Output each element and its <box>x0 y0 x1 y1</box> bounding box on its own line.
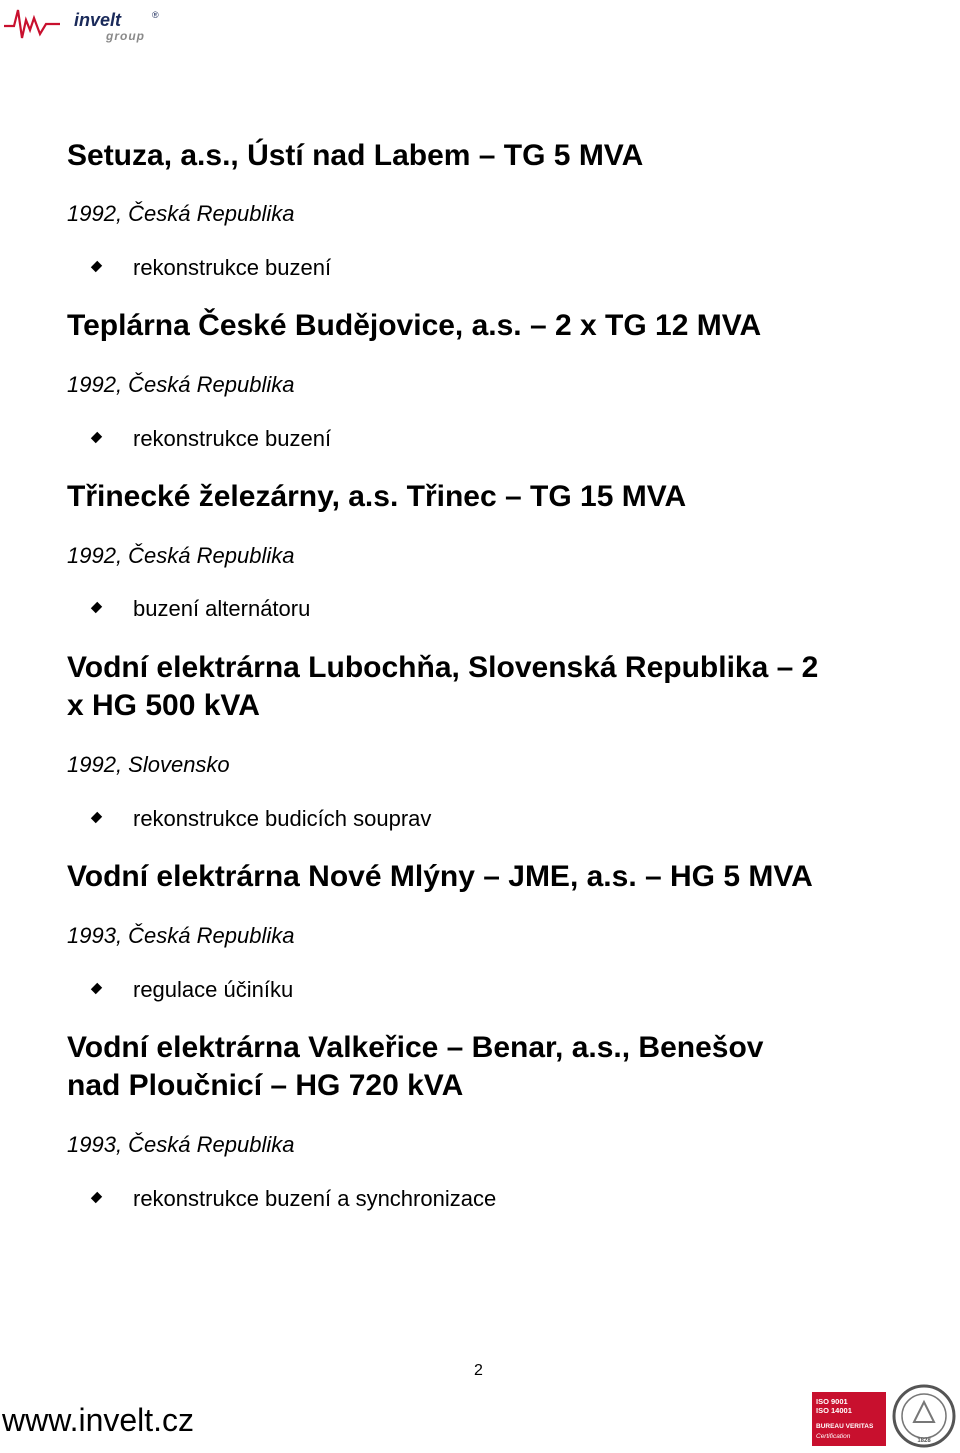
project-meta: 1992, Česká Republika <box>67 543 295 568</box>
project-meta: 1993, Česká Republika <box>67 1132 295 1157</box>
diamond-bullet-icon <box>91 983 102 994</box>
list-item-text: rekonstrukce buzení <box>133 426 332 451</box>
cert-line-certification: Certification <box>816 1433 851 1440</box>
diamond-bullet-icon <box>91 602 102 613</box>
project-title-line-2: nad Ploučnicí – HG 720 kVA <box>67 1069 464 1102</box>
logo-subtext: group <box>106 29 145 43</box>
project-title: Setuza, a.s., Ústí nad Labem – TG 5 MVA <box>67 139 644 172</box>
project-title-line-1: Vodní elektrárna Valkeřice – Benar, a.s., Benešov <box>67 1031 764 1064</box>
logo-text: invelt <box>74 10 122 30</box>
pulse-wave-icon <box>4 10 60 38</box>
logo-registered-mark: ® <box>152 10 159 20</box>
diamond-bullet-icon <box>91 812 102 823</box>
diamond-bullet-icon <box>91 1192 102 1203</box>
list-item-text: buzení alternátoru <box>133 596 311 621</box>
seal-year: 1828 <box>917 1438 931 1444</box>
website-link[interactable]: www.invelt.cz <box>2 1402 195 1438</box>
bureau-veritas-seal-icon <box>894 1386 954 1446</box>
diamond-bullet-icon <box>91 432 102 443</box>
project-meta: 1992, Česká Republika <box>67 201 295 226</box>
list-item-text: rekonstrukce budicích souprav <box>133 806 432 831</box>
list-item-text: rekonstrukce buzení <box>133 255 332 280</box>
cert-line-bureau-veritas: BUREAU VERITAS <box>816 1423 874 1430</box>
project-title: Třinecké železárny, a.s. Třinec – TG 15 MVA <box>67 480 687 513</box>
list-item-text: rekonstrukce buzení a synchronizace <box>133 1186 497 1211</box>
project-title: Vodní elektrárna Nové Mlýny – JME, a.s. – HG 5 MVA <box>67 860 813 893</box>
cert-line-iso9001: ISO 9001 <box>816 1397 848 1406</box>
project-title-line-1: Vodní elektrárna Lubochňa, Slovenská Republika – 2 <box>67 651 819 684</box>
diamond-bullet-icon <box>91 261 102 272</box>
project-meta: 1993, Česká Republika <box>67 923 295 948</box>
page-number: 2 <box>474 1362 483 1379</box>
invelt-logo <box>4 4 174 46</box>
project-title: Teplárna České Budějovice, a.s. – 2 x TG 12 MVA <box>67 309 762 342</box>
cert-line-iso14001: ISO 14001 <box>816 1406 852 1415</box>
list-item-text: regulace účiníku <box>133 977 294 1002</box>
project-meta: 1992, Česká Republika <box>67 372 295 397</box>
certification-badge <box>812 1382 958 1448</box>
project-meta: 1992, Slovensko <box>67 752 230 777</box>
project-title-line-2: x HG 500 kVA <box>67 689 260 722</box>
